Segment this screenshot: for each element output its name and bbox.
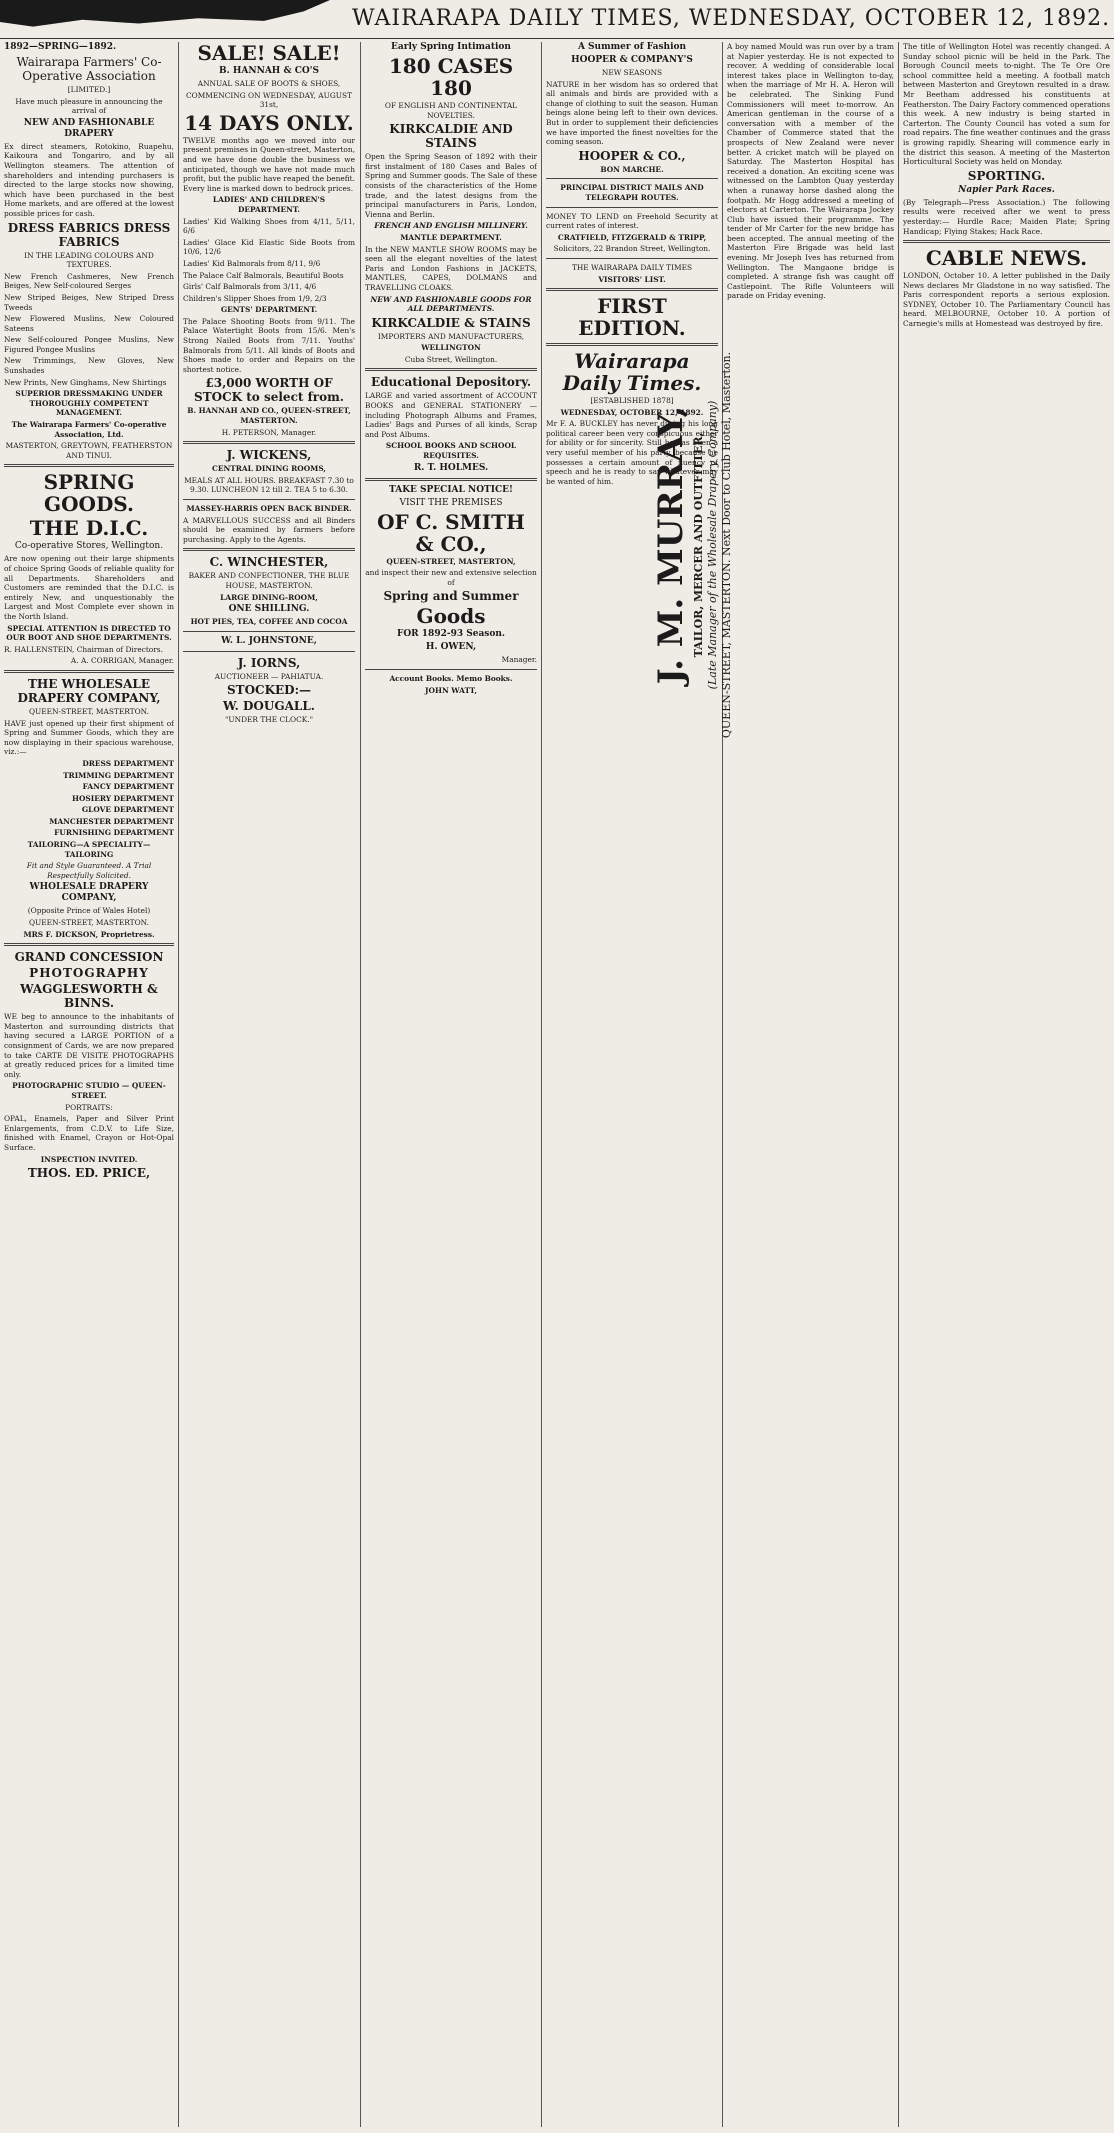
owen-manager: Manager.	[501, 655, 537, 665]
special-notice: TAKE SPECIAL NOTICE!	[389, 484, 513, 495]
intro: Have much pleasure in announcing the arrival of	[15, 96, 163, 116]
photography-heading: PHOTOGRAPHY	[29, 966, 149, 981]
cable-news-heading: CABLE NEWS.	[925, 246, 1088, 271]
mantle-heading: MANTLE DEPARTMENT.	[400, 232, 502, 242]
under-the-clock: "UNDER THE CLOCK."	[225, 715, 313, 725]
column-rule	[541, 42, 542, 2127]
masthead	[0, 0, 1114, 39]
stocked: STOCKED:—	[226, 683, 311, 698]
department-line: HOSIERY DEPARTMENT	[72, 793, 174, 803]
limited: [LIMITED.]	[67, 85, 111, 94]
napier-heading: Napier Park Races.	[958, 184, 1055, 195]
holmes-sig: R. T. HOLMES.	[413, 462, 489, 473]
early-spring: Early Spring Intimation	[391, 42, 511, 52]
cratfield: CRATFIELD, FITZGERALD & TRIPP,	[557, 232, 707, 242]
hooper-sig: HOOPER & CO.,	[578, 148, 686, 163]
fit-line: Fit and Style Guaranteed. A Trial Respectfully Solicited.	[26, 861, 152, 880]
column-2	[183, 40, 355, 2130]
gents-body: The Palace Shooting Boots from 9/11. The Palace Watertight Boots from 15/6. Men's Strong Nailed Boots from 7/11. Youths' Balmorals from 5/11. All kinds of Boots and Shoes made to order and Repairs on the shortest notice.	[183, 316, 355, 374]
edu-body: LARGE and varied assortment of ACCOUNT BOOKS and GENERAL STATIONERY — including Photograph Albums and Frames, Ladies' Bags and Purses of all kinds, Scrap and Post Albums.	[365, 391, 537, 439]
department-line: GLOVE DEPARTMENT	[81, 805, 174, 815]
importers: IMPORTERS AND MANUFACTURERS,	[377, 331, 525, 341]
wholesale-drapery-opposite: (Opposite Prince of Wales Hotel)	[27, 906, 151, 916]
meals: MEALS AT ALL HOURS. BREAKFAST 7.30 to 9.30. LUNCHEON 12 till 2. TEA 5 to 6.30.	[184, 475, 354, 495]
special-attention: SPECIAL ATTENTION IS DIRECTED TO OUR BOOT AND SHOE DEPARTMENTS.	[6, 623, 172, 643]
photo-body: WE beg to announce to the inhabitants of Masterton and surrounding districts that having secured a LARGE PORTION of a consignment of Cards, we are now prepared to take CARTE DE VISITE PHOTOGRAPHS at greatly reduced prices for a limited time only.	[4, 1012, 174, 1079]
tailoring-line: TAILORING—A SPECIALITY—TAILORING	[27, 840, 151, 859]
wholesale-body: HAVE just opened up their first shipment of Spring and Summer Goods, which they are now displaying in their spacious warehouse, viz.:—	[4, 718, 174, 757]
watt-sig: JOHN WATT,	[425, 685, 477, 695]
kirkcaldie-sig: KIRKCALDIE & STAINS	[371, 315, 531, 330]
column-1	[4, 40, 174, 2130]
grand-concession: GRAND CONCESSION	[14, 950, 164, 965]
murray-name: J. M. MURRAY,	[651, 405, 691, 685]
price-line: Ladies' Glace Kid Elastic Side Boots from 10/6, 12/6	[183, 237, 355, 257]
price-line: Girls' Calf Balmorals from 3/11, 4/6	[183, 282, 317, 292]
cuba-street: Cuba Street, Wellington.	[404, 354, 498, 364]
new-seasons: NEW SEASONS	[601, 68, 663, 77]
millinery-heading: FRENCH AND ENGLISH MILLINERY.	[374, 221, 528, 231]
kirkcaldie-body: Open the Spring Season of 1892 with their first instalment of 180 Cases and Bales of Spring and Summer goods. The Sale of these consists of the characteristics of the Home trade, and the latest designs from the principal manufacturers in Paris, London, Vienna and Berlin.	[365, 152, 537, 219]
cases-sub: OF ENGLISH AND CONTINENTAL NOVELTIES.	[384, 101, 518, 120]
fabric-line: New Trimmings, New Gloves, New Sunshades	[4, 356, 174, 376]
dic-manager: A. A. CORRIGAN, Manager.	[70, 656, 174, 666]
murray-advert	[650, 310, 800, 780]
daily-times-note: THE WAIRARAPA DAILY TIMES	[571, 262, 693, 272]
fabric-line: New French Cashmeres, New French Beiges, New Self-coloured Serges	[4, 271, 174, 291]
hot-pies: HOT PIES, TEA, COFFEE AND COCOA	[190, 617, 348, 627]
issue-date: WEDNESDAY, OCTOBER 12, 1892.	[560, 407, 704, 417]
solicitors: Solicitors, 22 Brandon Street, Wellington.	[553, 244, 711, 254]
murray-late: (Late Manager of the Wholesale Drapery Company)	[706, 400, 719, 690]
smith-inspect: and inspect their new and extensive selection of	[365, 568, 537, 587]
local-news-2: The title of Wellington Hotel was recently changed. A Sunday school picnic will be held in the Park. The Borough Council meets to-night. The Te Ore Ore school committee held a meeting. A football match between Masterton and Greytown resulted in a draw. Mr Beetham addressed his constituents at Featherston. The Dairy Factory commenced operations this week. A new industry is being started in Carterton. The County Council has voted a sum for road repairs. The fine weather continues and the grass is growing rapidly. Shearing will commence early in the district this season. A meeting of the Masterton Horticultural Society was held on Monday.	[903, 42, 1110, 167]
association-branches: MASTERTON, GREYTOWN, FEATHERSTON AND TINUI.	[5, 441, 173, 460]
dic-body: Are now opening out their large shipments of choice Spring Goods of reliable quality for all Departments. Shareholders and Customers are reminded that the D.I.C. is entirely New, and unquestionably the Largest and Most Complete ever shown in the North Island.	[4, 554, 174, 621]
dressmaking-heading: SUPERIOR DRESSMAKING UNDER THOROUGHLY COMPETENT MANAGEMENT.	[15, 389, 163, 418]
leader-body: Mr F. A. BUCKLEY has never during his long political career been very conspicuous either for ability or for sincerity. Still he has been a very useful member of his party, because he possesses a certain amount of fluency of speech and he is ready to say whatever may be wanted of him.	[546, 419, 718, 486]
drapery-body: Ex direct steamers, Rotokino, Ruapehu, Kaikoura and Tongariro, and by all Wellington steamers. The attention of shareholders and intending purchasers is directed to the large stocks now showing, which have been purchased in the best Home markets, and are offered at the lowest possible prices for cash.	[4, 141, 174, 218]
kirkcaldie-heading: KIRKCALDIE AND STAINS	[389, 122, 513, 151]
local-news: A boy named Mould was run over by a tram at Napier yesterday. He is not expected to recover. A wedding of considerable local interest takes place in Wellington to-day, when the marriage of Mr H. A. Heron will be celebrated. The Sinking Fund Commissioners will meet to-morrow. An American gentleman in the course of a conversation with a member of the Chamber of Commerce stated that the prospects of New Zealand were never better. A cricket match will be played on Saturday. The Masterton Hospital has received a donation. An exciting scene was witnessed on the Lambton Quay yesterday when a runaway horse dashed along the footpath. Mr Hogg addressed a meeting of electors at Carterton. The Wairarapa Jockey Club have issued their programme. The tender of Mr Carter for the new bridge has been accepted. The annual meeting of the Masterton Fire Brigade was held last evening. Mr Joseph Ives has returned from Wellington. The Mangaone bridge is completed. A strange fish was caught off Castlepoint. The Rifle Volunteers will parade on Friday evening.	[727, 42, 894, 301]
spring-goods-heading: SPRING GOODS.	[43, 470, 135, 517]
paper-name: Wairarapa Daily Times.	[562, 349, 702, 396]
first-edition: FIRST EDITION.	[578, 294, 686, 341]
murray-trade: TAILOR, MERCER AND OUTFITTER,	[692, 432, 705, 658]
iorns-heading: J. IORNS,	[237, 655, 301, 670]
fabric-line: New Self-coloured Pongee Muslins, New Figured Pongee Muslins	[4, 335, 174, 354]
summer-fashion: A Summer of Fashion	[577, 42, 687, 52]
blue-house: BAKER AND CONFECTIONER, THE BLUE HOUSE, MASTERTON.	[188, 571, 350, 590]
running-head: 1892—SPRING—1892.	[4, 42, 117, 52]
annual-sale: ANNUAL SALE OF BOOTS & SHOES,	[197, 79, 341, 88]
department-line: FURNISHING DEPARTMENT	[54, 828, 174, 838]
wholesale-drapery-sub: QUEEN-STREET, MASTERTON.	[29, 706, 149, 716]
massey-body: A MARVELLOUS SUCCESS and all Binders should be examined by farmers before purchasing. Apply to the Agents.	[183, 515, 355, 544]
torn-corner	[0, 0, 330, 38]
mantle-body: In the NEW MANTLE SHOW ROOMS may be seen all the elegant novelties of the latest Paris and London Fashions in JACKETS, MANTLES, CAPES, DOLMANS and TRAVELLING CLOAKS.	[365, 244, 537, 292]
educational-depository: Educational Depository.	[370, 375, 532, 390]
department-line: TRIMMING DEPARTMENT	[63, 770, 174, 780]
sporting-heading: SPORTING.	[967, 168, 1046, 183]
opal-body: OPAL, Enamels, Paper and Silver Print Enlargements, from C.D.V. to Life Size, finished with Enamel, Crayon or Hot-Opal Surface.	[4, 1114, 174, 1152]
cable-body: LONDON, October 10. A letter published in the Daily News declares Mr Gladstone in no way satisfied. The Paris correspondent reports a serious explosion. SYDNEY, October 10. The Parliamentary Council has heard. MELBOURNE, October 10. A portion of Carnegie's mills at Homestead was destroyed by fire.	[903, 271, 1110, 329]
column-rule	[898, 42, 899, 2127]
sale-heading: SALE! SALE!	[197, 41, 341, 65]
central-dining: CENTRAL DINING ROOMS,	[212, 464, 326, 474]
column-rule	[178, 42, 179, 2127]
ladies-dept: LADIES' AND CHILDREN'S DEPARTMENT.	[212, 195, 326, 214]
dining-room: LARGE DINING-ROOM,	[220, 592, 318, 602]
bon-marche: BON MARCHE.	[600, 164, 664, 174]
wholesale-drapery-heading: THE WHOLESALE DRAPERY COMPANY,	[17, 676, 161, 705]
murray-address: QUEEN-STREET, MASTERTON. Next Door to Club Hotel, Masterton.	[720, 351, 733, 739]
stock-worth: £3,000 WORTH OF STOCK to select from.	[194, 376, 344, 405]
gents-dept: GENTS' DEPARTMENT.	[220, 305, 318, 315]
dress-fabrics-sub: IN THE LEADING COLOURS AND TEXTURES.	[24, 250, 154, 270]
money-lend: MONEY TO LEND on Freehold Security at current rates of interest.	[546, 211, 718, 231]
portraits-heading: PORTRAITS:	[65, 1102, 113, 1112]
drapery-heading: NEW AND FASHIONABLE DRAPERY	[23, 117, 155, 139]
season: FOR 1892-93 Season.	[396, 629, 506, 640]
wickens-heading: J. WICKENS,	[226, 448, 312, 463]
hooper-heading: HOOPER & COMPANY'S	[571, 55, 693, 65]
dic-sub: Co-operative Stores, Wellington.	[14, 541, 164, 552]
wholesale-drapery-addr: QUEEN-STREET, MASTERTON.	[29, 918, 149, 928]
proprietress: MRS F. DICKSON, Proprietress.	[23, 929, 155, 939]
column-rule	[360, 42, 361, 2127]
department-line: MANCHESTER DEPARTMENT	[49, 816, 174, 826]
mails-heading: PRINCIPAL DISTRICT MAILS AND TELEGRAPH ROUTES.	[560, 183, 704, 202]
smith-heading: OF C. SMITH & CO.,	[377, 509, 525, 556]
wellington: WELLINGTON	[421, 343, 481, 353]
studio-heading: PHOTOGRAPHIC STUDIO — QUEEN-STREET.	[12, 1081, 166, 1100]
auctioneer: AUCTIONEER — PAHIATUA.	[214, 671, 324, 681]
hannah-address: B. HANNAH AND CO., QUEEN-STREET, MASTERTON.	[187, 406, 351, 426]
price-line: Children's Slipper Shoes from 1/9, 2/3	[183, 293, 327, 303]
cases-heading: 180 CASES 180	[388, 54, 514, 100]
one-shilling: ONE SHILLING.	[228, 604, 310, 615]
price-line: Ladies' Kid Balmorals from 8/11, 9/6	[183, 258, 321, 268]
column-3	[365, 40, 537, 2130]
visit-premises: VISIT THE PREMISES	[399, 497, 503, 508]
established: [ESTABLISHED 1878]	[590, 396, 674, 406]
wholesale-drapery-sig: WHOLESALE DRAPERY COMPANY,	[29, 882, 149, 904]
winchester-heading: C. WINCHESTER,	[209, 555, 329, 570]
association-signature: The Wairarapa Farmers' Co-operative Association, Ltd.	[11, 420, 167, 439]
waggle-heading: WAGGLESWORTH & BINNS.	[20, 982, 158, 1011]
masthead-title: WAIRARAPA DAILY TIMES, WEDNESDAY, OCTOBER 12, 1892.	[352, 6, 1111, 31]
department-line: DRESS DEPARTMENT	[82, 758, 174, 768]
thos-price: THOS. ED. PRICE,	[27, 1166, 151, 1181]
dic-heading: THE D.I.C.	[29, 516, 149, 541]
visitors-list: VISITORS' LIST.	[598, 274, 666, 284]
napier-body: (By Telegraph—Press Association.) The following results were received after we went to press yesterday:— Hurdle Race; Maiden Plate; Spring Handicap; Flying Stakes; Hack Race.	[903, 197, 1110, 236]
department-line: FANCY DEPARTMENT	[82, 782, 174, 792]
inspection-invited: INSPECTION INVITED.	[40, 1154, 138, 1164]
dress-fabrics-heading: DRESS FABRICS DRESS FABRICS	[7, 220, 171, 249]
fabric-line: New Striped Beiges, New Striped Dress Tweeds	[4, 292, 174, 312]
society-name: Wairarapa Farmers' Co-Operative Association	[16, 55, 162, 83]
price-line: The Palace Calf Balmorals, Beautiful Boots	[183, 270, 344, 280]
johnstone-heading: W. L. JOHNSTONE,	[221, 635, 317, 646]
smith-address: QUEEN-STREET, MASTERTON,	[386, 556, 516, 566]
days-only: 14 DAYS ONLY.	[184, 110, 354, 135]
owen-sig: H. OWEN,	[425, 642, 477, 653]
fashionable-goods: NEW AND FASHIONABLE GOODS FOR ALL DEPARTMENTS.	[370, 294, 532, 314]
commencing: COMMENCING ON WEDNESDAY, AUGUST 31st,	[186, 90, 352, 110]
dougall-heading: W. DOUGALL.	[223, 699, 315, 714]
hannah-manager: H. PETERSON, Manager.	[221, 427, 317, 437]
bhannah-heading: B. HANNAH & CO'S	[219, 66, 319, 76]
goods: Goods	[416, 604, 486, 629]
spring-summer: Spring and Summer	[383, 589, 519, 604]
massey-harris: MASSEY-HARRIS OPEN BACK BINDER.	[186, 504, 352, 513]
hannah-body: TWELVE months ago we moved into our present premises in Queen-street, Masterton, and we have done double the business we anticipated, though we have not made much profit, but the public have reaped the benefit. Every line is marked down to bedrock prices.	[183, 135, 355, 193]
fabric-line: New Flowered Muslins, New Coloured Sateens	[4, 314, 174, 333]
school-books: SCHOOL BOOKS AND SCHOOL REQUISITES.	[385, 441, 517, 461]
column-6	[903, 40, 1110, 2130]
hooper-body: NATURE in her wisdom has so ordered that all animals and birds are provided with a change of clothing to suit the season. Human beings alone being left to their own devices. But in order to supplement their deficiencies we have imported the finest novelties for the coming season.	[546, 79, 718, 147]
memo-books: Account Books. Memo Books.	[389, 674, 513, 683]
fabric-line: New Prints, New Ginghams, New Shirtings	[4, 377, 167, 387]
price-line: Ladies' Kid Walking Shoes from 4/11, 5/11, 6/6	[183, 216, 355, 236]
dic-chairman: R. HALLENSTEIN, Chairman of Directors.	[4, 644, 163, 654]
